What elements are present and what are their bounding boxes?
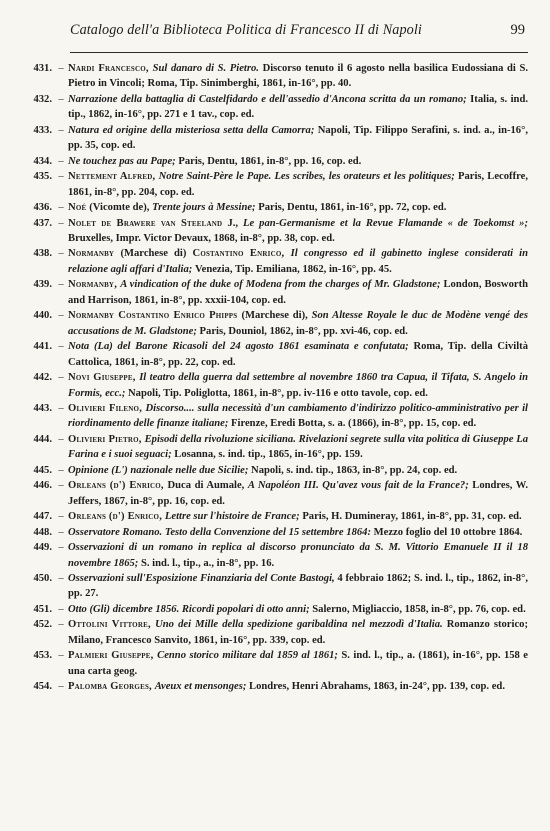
catalog-entry <box>22 525 528 540</box>
entry-number: 432. <box>33 93 52 105</box>
entry-number: 434. <box>33 155 52 167</box>
entry-number: 452. <box>33 619 52 631</box>
catalog-entry <box>22 308 528 339</box>
entry-title: Osservazioni di un romano in replica al discorso pronunciato da S. M. Vittorio Emanuele II il 18 novembre 1865; <box>68 542 528 569</box>
entry-imprint: Mezzo foglio del 10 ottobre 1864. <box>373 526 523 538</box>
entry-imprint: Roma, Tip. della Civiltà Cattolica, 1861, in-8°, pp. 22, cop. ed. <box>68 341 529 368</box>
entry-imprint: Paris, Douniol, 1862, in-8°, pp. xvi-46, cop. ed. <box>199 325 408 337</box>
entry-author: Olivieri Pietro, <box>68 433 145 445</box>
entry-number: 454. <box>33 681 52 693</box>
entry-title: Natura ed origine della misteriosa setta della Camorra; <box>68 124 318 136</box>
entry-title: Il teatro della guerra dal settembre al novembre 1860 tra Capua, il Tifata, S. Angelo in Formis, ecc.; <box>68 372 528 399</box>
entry-title: Lettre sur l'histoire de France; <box>164 511 303 523</box>
entry-text <box>68 648 528 679</box>
entry-imprint: (Marchese di) <box>120 248 193 260</box>
entry-imprint: Napoli, s. ind. tip., 1863, in-8°, pp. 24, cop. ed. <box>251 464 458 476</box>
entry-title: Le pan-Germanisme et la Revue Flamande « de Toekomst »; <box>243 217 529 229</box>
entry-text <box>68 246 528 277</box>
entry-title: Osservazioni sull'Esposizione Finanziaria del Conte Bastogi, <box>68 572 338 584</box>
entry-dash: – <box>58 464 64 476</box>
entry-text <box>68 679 528 694</box>
catalog-entry <box>22 339 528 370</box>
header-rule <box>70 52 528 53</box>
entry-dash: – <box>58 310 64 322</box>
entry-imprint: Salerno, Migliaccio, 1858, in-8°, pp. 76, cop. ed. <box>312 603 526 615</box>
entry-imprint: J., <box>227 217 244 229</box>
entry-text <box>68 617 528 648</box>
entry-author: Orleans (d') Enrico, <box>68 511 165 523</box>
entry-title: Otto (Gli) dicembre 1856. Ricordi popolari di otto anni; <box>68 603 313 615</box>
entry-title: Cenno storico militare dal 1859 al 1861; <box>157 650 342 662</box>
entry-number: 442. <box>33 372 52 384</box>
entry-dash: – <box>58 603 64 615</box>
catalog-entry <box>22 61 528 92</box>
entry-title: Notre Saint-Père le Pape. Les scribes, les orateurs et les politiques; <box>158 171 458 183</box>
entry-number: 450. <box>33 572 52 584</box>
entry-title: Episodi della rivoluzione siciliana. Rivelazioni segrete sulla vita politica di Giuseppe La Farina e i suoi seguaci; <box>68 433 528 461</box>
entry-title: Uno dei Mille della spedizione garibaldina nel mezzodì d'Italia. <box>155 619 447 631</box>
catalog-entry <box>22 200 528 215</box>
entry-imprint: Discorso tenuto il 6 agosto nella basilica Eudossiana di S. Pietro in Vincoli; Roma, Tip. Sinimberghi, 1861, in-16°, pp. 40. <box>68 63 528 90</box>
entry-number: 444. <box>33 433 52 445</box>
entry-title: Nota (La) del Barone Ricasoli del 24 agosto 1861 esaminata e confutata; <box>68 341 414 353</box>
entry-dash: – <box>58 480 64 492</box>
page-header <box>70 22 528 44</box>
entry-imprint: Italia, s. ind. tip., 1862, in-16°, pp. 271 e 1 tav., cop. ed. <box>68 93 528 121</box>
entry-title: Opinione (L') nazionale nelle due Sicilie; <box>68 464 252 476</box>
entry-author: Palomba Georges, <box>68 681 155 693</box>
entry-dash: – <box>58 526 64 538</box>
entry-title: Il congresso ed il gabinetto inglese considerati in relazione agli affari d'Italia; <box>68 248 528 275</box>
entry-imprint: Paris, Lecoffre, 1861, in-8°, pp. 204, cop. ed. <box>68 171 528 198</box>
catalog-entry <box>22 679 528 694</box>
entry-imprint: Londres, Henri Abrahams, 1863, in-24°, pp. 139, cop. ed. <box>249 681 505 693</box>
entry-text <box>68 571 528 602</box>
entry-number: 437. <box>33 217 52 229</box>
entry-text <box>68 308 528 339</box>
page-number: 99 <box>510 22 525 38</box>
entry-imprint: Losanna, s. ind. tip., 1865, in-16°, pp. 159. <box>174 449 363 461</box>
entry-imprint: Romanzo storico; Milano, Francesco Sanvito, 1861, in-16°, pp. 339, cop. ed. <box>68 619 528 646</box>
entry-text <box>68 509 528 524</box>
entry-number: 447. <box>33 511 52 523</box>
entry-text <box>68 61 528 92</box>
entry-number: 448. <box>33 526 52 538</box>
entry-author: Orleans (d') Enrico, <box>68 480 168 492</box>
entry-dash: – <box>58 93 64 105</box>
entry-number: 433. <box>33 124 52 136</box>
catalog-entry <box>22 401 528 432</box>
entry-imprint: Napoli, Tip. Filippo Serafini, s. ind. a., in-16°, pp. 35, cop. ed. <box>68 124 528 152</box>
entry-author: Olivieri Fileno, <box>68 402 146 414</box>
entry-dash: – <box>58 202 64 214</box>
entry-imprint: (Marchese di), <box>241 310 312 322</box>
entry-title: Aveux et mensonges; <box>154 681 249 693</box>
running-title: Catalogo dell'a Biblioteca Politica di Francesco II di Napoli <box>70 22 422 38</box>
entry-title: Ne touchez pas au Pape; <box>68 155 179 167</box>
entry-number: 431. <box>33 63 52 74</box>
entry-imprint: Paris, Dentu, 1861, in-8°, pp. 16, cop. ed. <box>178 155 362 167</box>
catalog-entry <box>22 246 528 277</box>
entry-title: Sul danaro di S. Pietro. <box>152 63 263 74</box>
entry-author: Normanby, <box>68 279 121 291</box>
entry-text <box>68 463 528 478</box>
catalog-entry <box>22 617 528 648</box>
entry-number: 443. <box>33 402 52 414</box>
entry-number: 440. <box>33 310 52 322</box>
entry-author: Palmieri Giuseppe, <box>68 650 158 662</box>
entry-number: 436. <box>33 202 52 214</box>
entry-number: 449. <box>33 542 52 554</box>
entry-number: 438. <box>33 248 52 260</box>
entry-text <box>68 92 528 123</box>
entry-number: 441. <box>33 341 52 353</box>
catalog-entry <box>22 478 528 509</box>
entry-number: 451. <box>33 603 52 615</box>
entry-dash: – <box>58 542 64 554</box>
entry-dash: – <box>58 155 64 167</box>
entry-dash: – <box>58 650 64 662</box>
catalog-entries <box>22 61 528 695</box>
entry-number: 439. <box>33 279 52 291</box>
entry-dash: – <box>58 217 64 229</box>
entry-imprint: S. ind. l., tip., a. (1861), in-16°, pp. 158 e una carta geog. <box>68 650 528 677</box>
entry-dash: – <box>58 511 64 523</box>
entry-text <box>68 216 528 247</box>
entry-dash: – <box>58 572 64 584</box>
entry-dash: – <box>58 341 64 353</box>
entry-number: 435. <box>33 171 52 183</box>
catalog-entry <box>22 216 528 247</box>
entry-dash: – <box>58 63 64 74</box>
entry-imprint: S. ind. l., tip., a., in-8°, pp. 16. <box>140 557 275 569</box>
entry-text <box>68 277 528 308</box>
entry-text <box>68 200 528 215</box>
entry-author: Nardi Francesco, <box>68 63 153 74</box>
entry-dash: – <box>58 619 64 631</box>
entry-text <box>68 478 528 509</box>
entry-author: Noé <box>68 202 90 214</box>
entry-imprint: Paris, Dentu, 1861, in-16°, pp. 72, cop. ed. <box>258 202 447 214</box>
entry-title: Trente jours à Messine; <box>152 202 259 214</box>
catalog-entry <box>22 169 528 200</box>
entry-title: Osservatore Romano. Testo della Convenzione del 15 settembre 1864: <box>68 526 374 538</box>
entry-number: 446. <box>33 480 52 492</box>
catalog-entry <box>22 154 528 169</box>
entry-title: Discorso.... sulla necessità d'un cambiamento d'indirizzo politico-amministrativo per il riordinamento delle finanze italiane; <box>68 402 528 430</box>
entry-text <box>68 339 528 370</box>
entry-imprint: Londres, W. Jeffers, 1867, in-8°, pp. 16, cop. ed. <box>68 480 528 507</box>
entry-title: Son Altesse Royale le duc de Modène vengé des accusations de M. Gladstone; <box>68 310 528 337</box>
entry-imprint: Paris, H. Dumineray, 1861, in-8°, pp. 31, cop. ed. <box>302 511 522 523</box>
entry-imprint: Firenze, Eredi Botta, s. a. (1866), in-8°, pp. 15, cop. ed. <box>231 418 477 430</box>
entry-author: Nolet de Brawere van Steeland <box>68 217 228 229</box>
entry-author: Nettement Alfred, <box>68 171 159 183</box>
entry-author: Novi Giuseppe, <box>68 372 140 384</box>
catalog-entry <box>22 277 528 308</box>
entry-imprint: Bruxelles, Impr. Victor Devaux, 1868, in-8°, pp. 38, cop. ed. <box>68 232 335 244</box>
entry-text <box>68 123 528 154</box>
entry-imprint: (Vicomte de), <box>89 202 153 214</box>
catalog-entry <box>22 123 528 154</box>
entry-dash: – <box>58 402 64 414</box>
entry-number: 453. <box>33 650 52 662</box>
entry-text <box>68 602 528 617</box>
entry-author: Normanby Costantino Enrico Phipps <box>68 310 242 322</box>
entry-imprint: 4 febbraio 1862; S. ind. l., tip., 1862, in-8°, pp. 27. <box>68 572 528 600</box>
entry-imprint: Duca di Aumale, <box>167 480 248 492</box>
entry-imprint: Napoli, Tip. Poliglotta, 1861, in-8°, pp. iv-116 e otto tavole, cop. ed. <box>128 387 428 399</box>
entry-number: 445. <box>33 464 52 476</box>
catalog-entry <box>22 432 528 463</box>
entry-text <box>68 154 528 169</box>
entry-dash: – <box>58 248 64 260</box>
entry-text <box>68 525 528 540</box>
entry-dash: – <box>58 279 64 291</box>
entry-text <box>68 401 528 432</box>
entry-imprint: London, Bosworth and Harrison, 1861, in-8°, pp. xxxii-104, cop. ed. <box>68 279 528 306</box>
entry-dash: – <box>58 433 64 445</box>
catalog-entry <box>22 571 528 602</box>
catalog-entry <box>22 509 528 524</box>
catalog-entry <box>22 92 528 123</box>
catalog-entry <box>22 648 528 679</box>
catalog-entry <box>22 602 528 617</box>
entry-title: A Napoléon III. Qu'avez vous fait de la France?; <box>247 480 473 492</box>
entry-dash: – <box>58 372 64 384</box>
entry-dash: – <box>58 681 64 693</box>
entry-author: Normanby <box>68 248 121 260</box>
entry-imprint: Venezia, Tip. Emiliana, 1862, in-16°, pp. 45. <box>194 263 392 275</box>
entry-author: Ottolini Vittore, <box>68 619 156 631</box>
entry-title: A vindication of the duke of Modena from the charges of Mr. Gladstone; <box>120 279 444 291</box>
entry-text <box>68 540 528 571</box>
entry-dash: – <box>58 124 64 136</box>
entry-dash: – <box>58 171 64 183</box>
catalog-entry <box>22 370 528 401</box>
entry-text <box>68 169 528 200</box>
entry-title: Narrazione della battaglia di Castelfidardo e dell'assedio d'Ancona scritta da un romano; <box>68 93 471 105</box>
entry-author: Costantino Enrico, <box>192 248 291 260</box>
catalog-entry <box>22 540 528 571</box>
catalog-entry <box>22 463 528 478</box>
entry-text <box>68 432 528 463</box>
entry-text <box>68 370 528 401</box>
